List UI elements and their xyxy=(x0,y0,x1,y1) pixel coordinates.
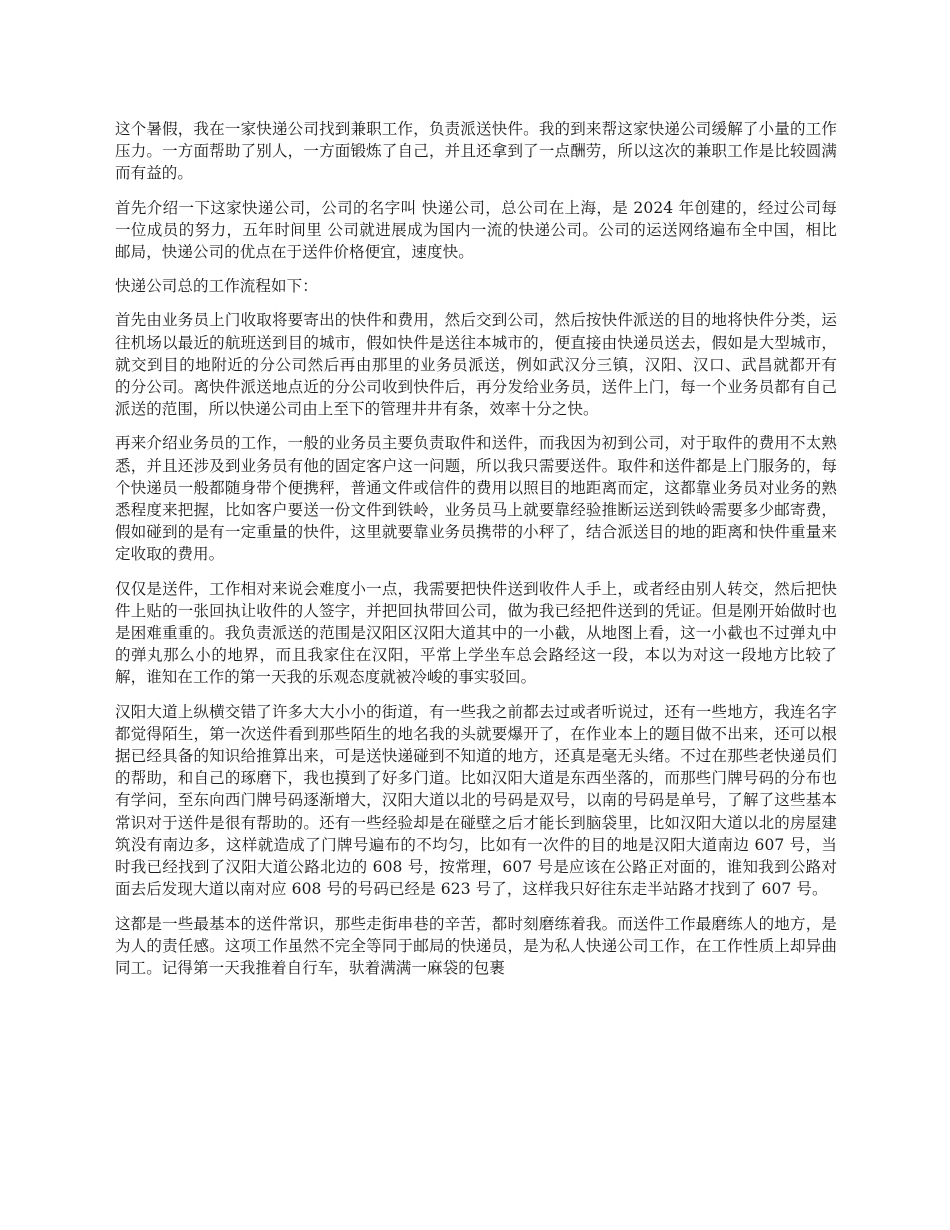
paragraph-7: 汉阳大道上纵横交错了许多大大小小的街道，有一些我之前都去过或者听说过，还有一些地方，我连名字都觉得陌生，第一次送件看到那些陌生的地名我的头就要爆开了，在作业本上的题目做不出来，还可以根据已经具备的知识给推算出来，可是送快递碰到不知道的地方，还真是毫无头绪。不过在那些老快递员们的帮助，和自己的琢磨下，我也摸到了好多门道。比如汉阳大道是东西坐落的，而那些门牌号码的分布也有学问，至东向西门牌号码逐渐增大，汉阳大道以北的号码是双号，以南的号码是单号，了解了这些基本常识对于送件是很有帮助的。还有一些经验却是在碰壁之后才能长到脑袋里，比如汉阳大道以北的房屋建筑没有南边多，这样就造成了门牌号遍布的不均匀，比如有一次件的目的地是汉阳大道南边 607 号，当时我已经找到了汉阳大道公路北边的 608 号，按常理，607 号是应该在公路正对面的，谁知我到公路对面去后发现大道以南对应 608 号的号码已经是 623 号了，这样我只好往东走半站路才找到了 607 号。 xyxy=(115,702,837,899)
paragraph-8: 这都是一些最基本的送件常识，那些走街串巷的辛苦，都时刻磨练着我。而送件工作最磨练人的地方，是为人的责任感。这项工作虽然不完全等同于邮局的快递员，是为私人快递公司工作，在工作性质上却异曲同工。记得第一天我推着自行车，驮着满满一麻袋的包裹 xyxy=(115,914,837,977)
document-page xyxy=(115,118,837,991)
paragraph-4: 首先由业务员上门收取将要寄出的快件和费用，然后交到公司，然后按快件派送的目的地将快件分类，运往机场以最近的航班送到目的城市，假如快件是送往本城市的，便直接由快递员送去，假如是大型城市，就交到目的地附近的分公司然后再由那里的业务员派送，例如武汉分三镇，汉阳、汉口、武昌就都开有 的分公司。离快件派送地点近的分公司收到快件后，再分发给业务员，送件上门，每一个业务员都有自己派送的范围，所以快递公司由上至下的管理井井有条，效率十分之快。 xyxy=(115,311,837,419)
paragraph-5: 再来介绍业务员的工作，一般的业务员主要负责取件和送件，而我因为初到公司，对于取件的费用不太熟悉，并且还涉及到业务员有他的固定客户这一问题，所以我只需要送件。取件和送件都是上门服务的，每个快递员一般都随身带个便携秤，普通文件或信件的费用以照目的地距离而定，这都靠业务员对业务的熟悉程度来把握，比如客户要送一份文件到铁岭，业务员马上就要靠经验推断运送到铁岭需要多少邮寄费，假如碰到的是有一定重量的快件，这里就要靠业务员携带的小秤了，结合派送目的地的距离和快件重量来定收取的费用。 xyxy=(115,434,837,564)
paragraph-3: 快递公司总的工作流程如下： xyxy=(115,277,318,296)
paragraph-6: 仅仅是送件，工作相对来说会难度小一点，我需要把快件送到收件人手上，或者经由别人转交，然后把快件上贴的一张回执让收件的人签字，并把回执带回公司，做为我已经把件送到的凭证。但是刚开始做时也是困难重重的。我负责派送的范围是汉阳区汉阳大道其中的一小截，从地图上看，这一小截也不过弹丸中的弹丸那么小的地界，而且我家住在汉阳，平常上学坐车总会路经这一段，本以为对这一段地方比较了解，谁知在工作的第一天我的乐观态度就被冷峻的事实驳回。 xyxy=(115,579,837,687)
paragraph-1: 这个暑假，我在一家快递公司找到兼职工作，负责派送快件。我的到来帮这家快递公司缓解了小量的工作压力。一方面帮助了别人，一方面锻炼了自己，并且还拿到了一点酬劳，所以这次的兼职工作是比较圆满而有益的。 xyxy=(115,120,837,183)
paragraph-2: 首先介绍一下这家快递公司，公司的名字叫 快递公司，总公司在上海，是 2024 年创建的，经过公司每一位成员的努力，五年时间里 公司就进展成为国内一流的快递公司。公司的运送网络遍布全中国，相比邮局，快递公司的优点在于送件价格便宜，速度快。 xyxy=(115,198,837,262)
